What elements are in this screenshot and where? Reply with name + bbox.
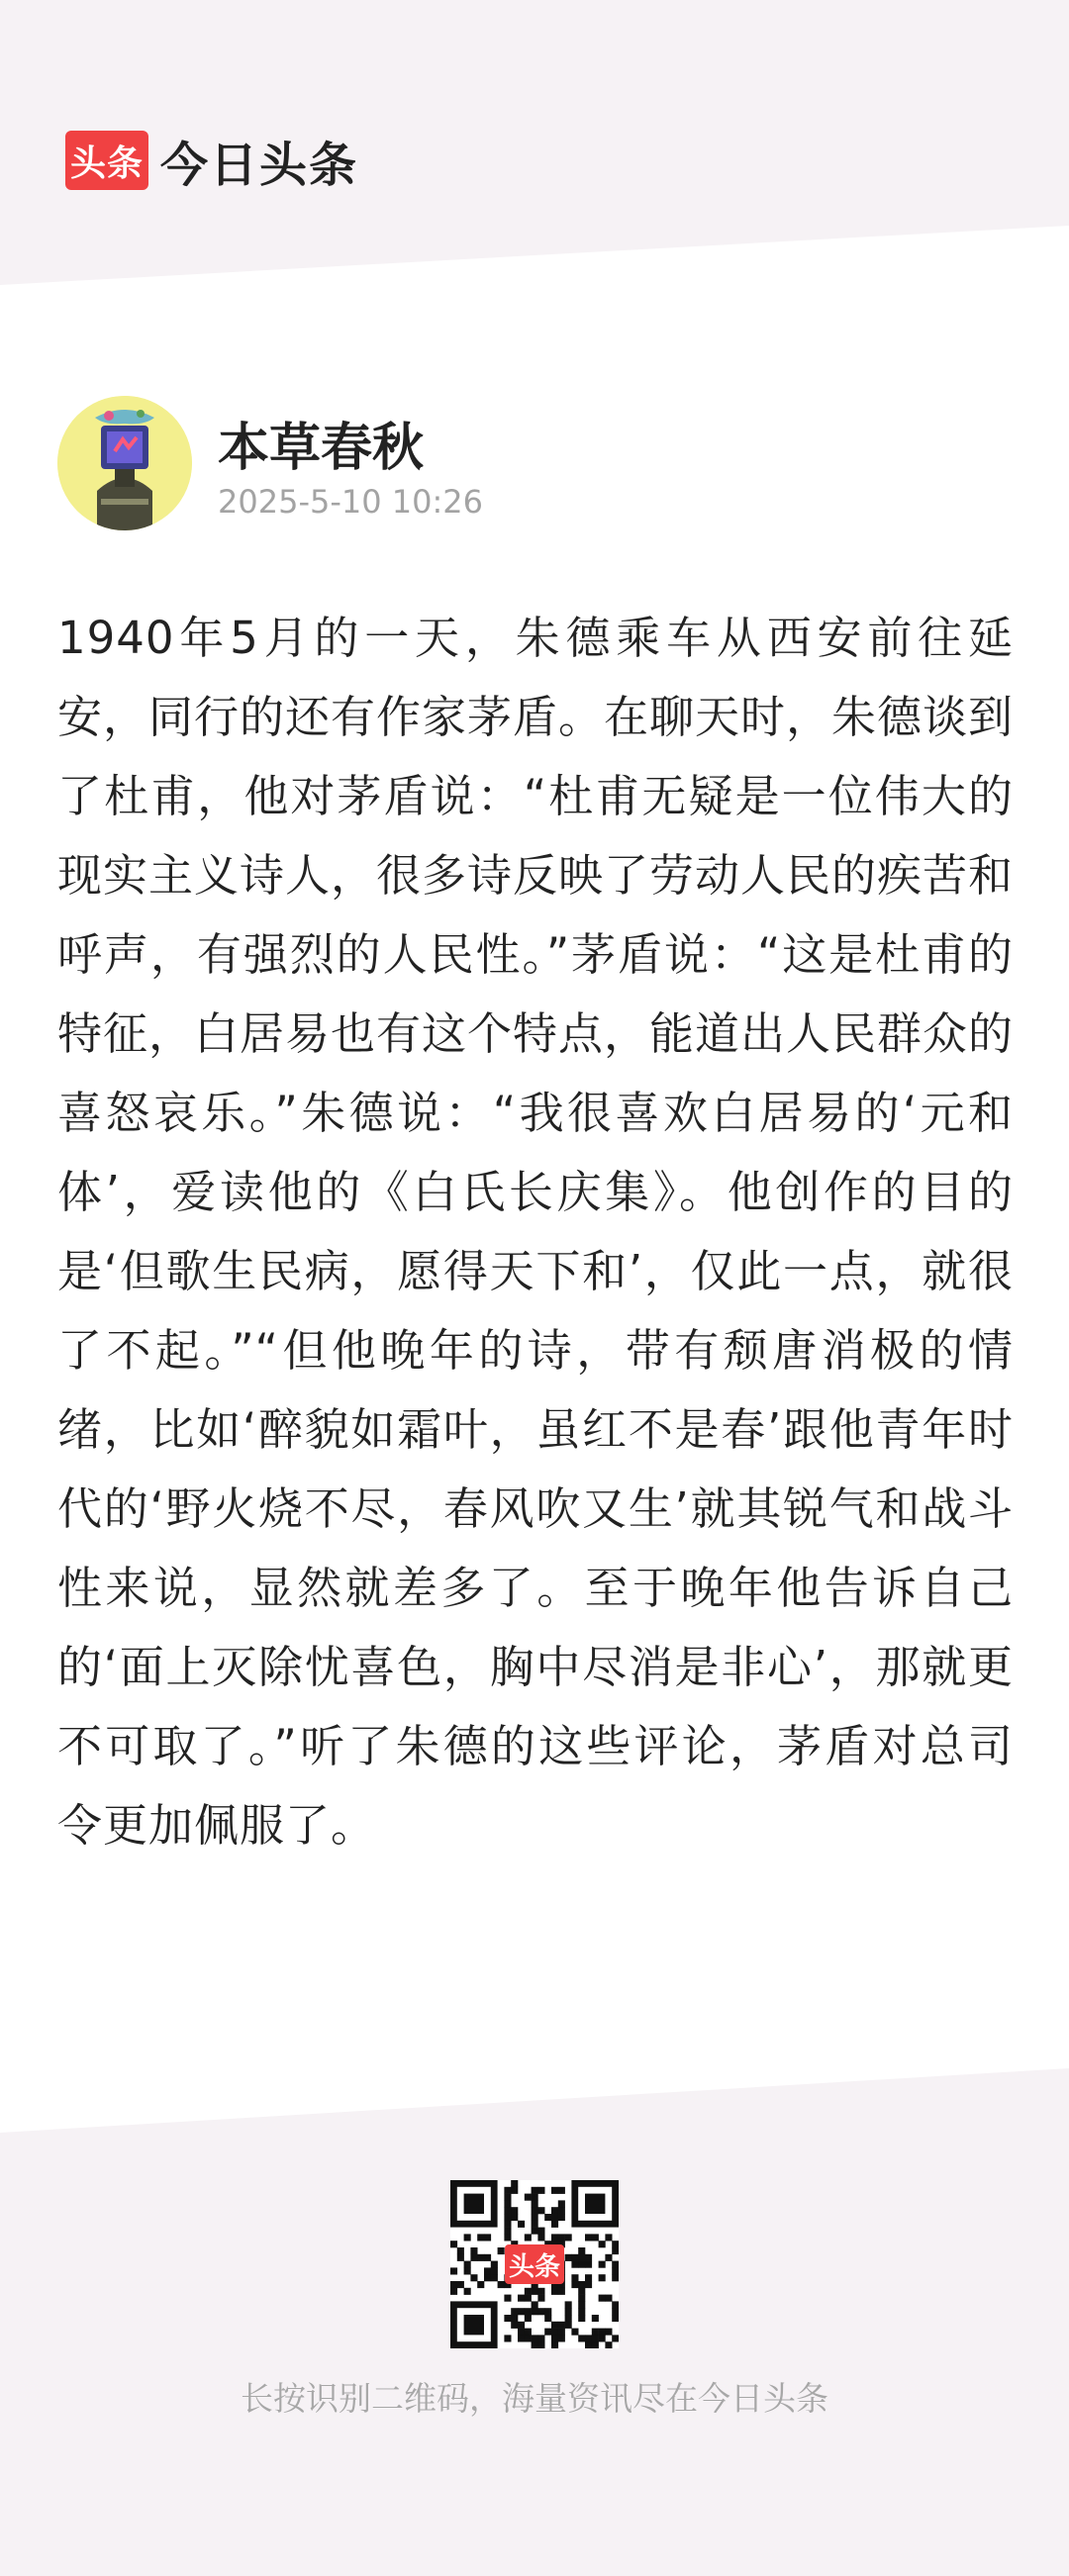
toutiao-logo[interactable] (65, 131, 359, 193)
logo-badge: 头条 (65, 131, 148, 190)
author-name[interactable]: 本草春秋 (218, 419, 425, 478)
article-body: 1940年5月的一天，朱德乘车从西安前往延安，同行的还有作家茅盾。在聊天时，朱德谈到了杜甫，他对茅盾说：“杜甫无疑是一位伟大的现实主义诗人，很多诗反映了劳动人民的疾苦和呼声，有强烈的人民性。”茅盾说：“这是杜甫的特征，白居易也有这个特点，能道出人民群众的喜怒哀乐。”朱德说：“我很喜欢白居易的‘元和体’，爱读他的《白氏长庆集》。他创作的目的是‘但歌生民病，愿得天下和’，仅此一点，就很了不起。”“但他晚年的诗，带有颓唐消极的情绪，比如‘醉貌如霜叶，虽红不是春’跟他青年时代的‘野火烧不尽，春风吹又生’就其锐气和战斗性来说，显然就差多了。至于晚年他告诉自己的‘面上灭除忧喜色，胸中尽消是非心’，那就更不可取了。”听了朱德的这些评论，茅盾对总司令更加佩服了。 (57, 612, 1015, 1852)
qr-caption: 长按识别二维码，海量资讯尽在今日头条 (241, 2379, 828, 2418)
publish-time: 2025-5-10 10:26 (218, 483, 483, 521)
qr-logo-badge: 头条 (505, 2244, 564, 2284)
avatar[interactable] (57, 396, 192, 530)
app-name: 今日头条 (160, 137, 359, 193)
avatar-illustration (57, 396, 192, 530)
